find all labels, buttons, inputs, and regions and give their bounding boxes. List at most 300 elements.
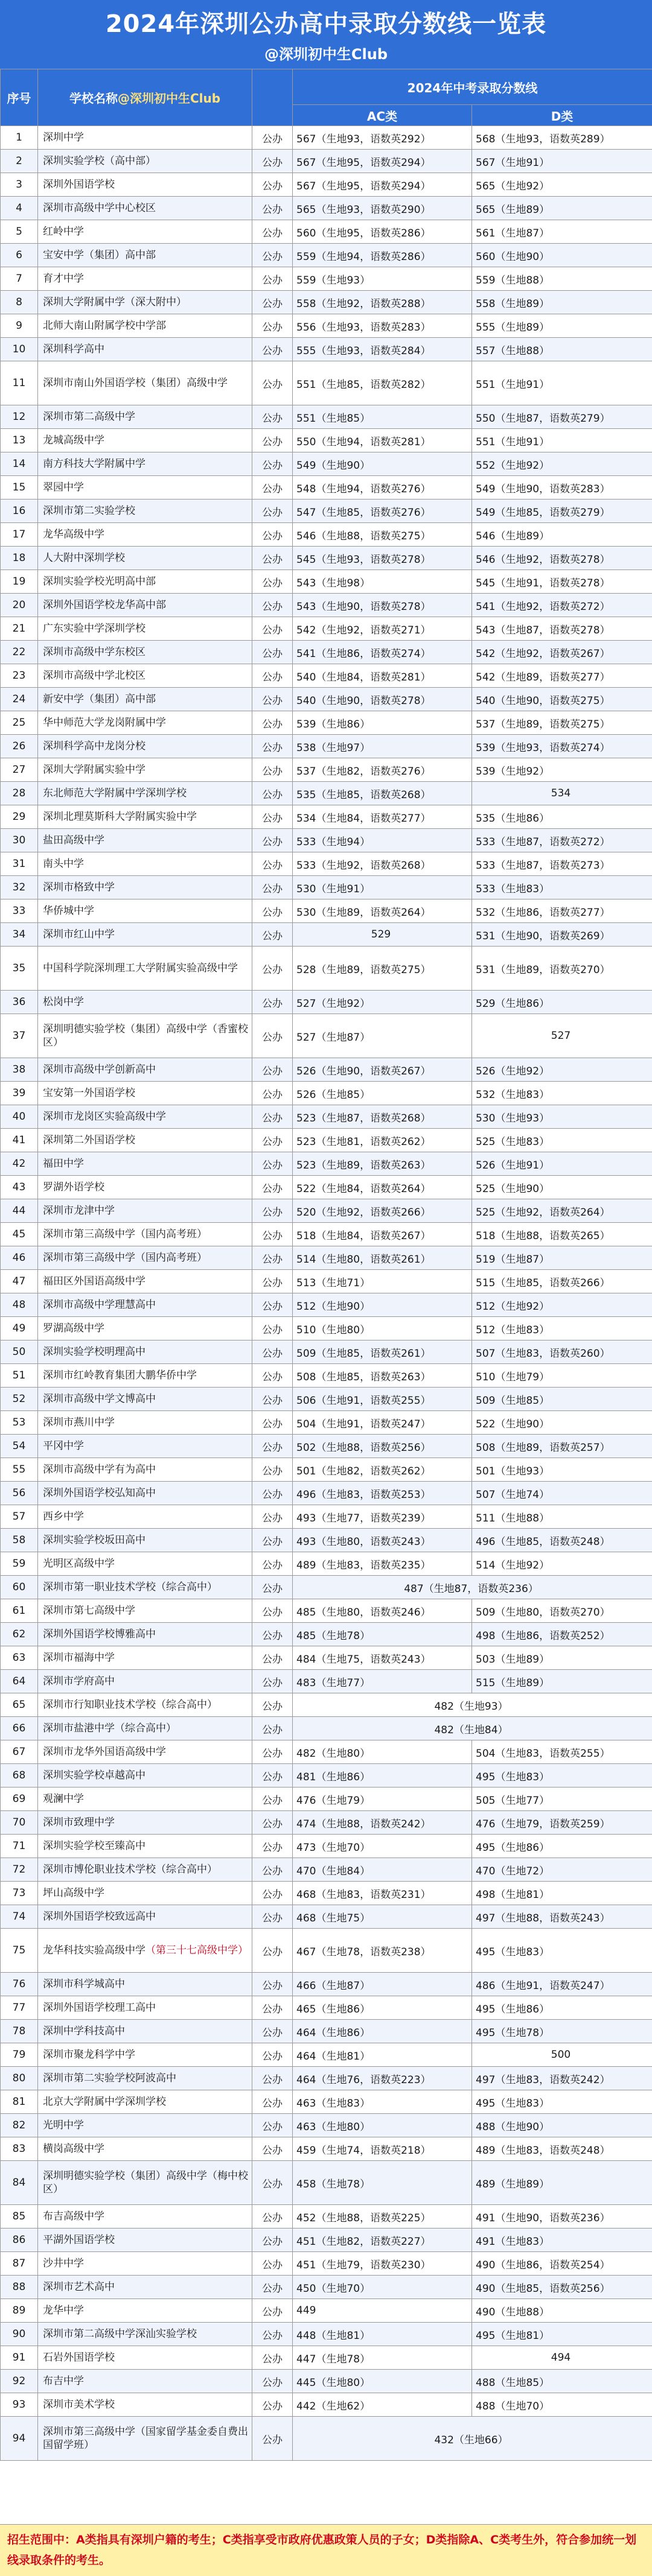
school-type: 公办 xyxy=(252,244,293,267)
score-d: 491（生地90，语数英236） xyxy=(472,2205,652,2229)
school-type: 公办 xyxy=(252,1411,293,1435)
score-ac: 451（生地82，语数英227） xyxy=(293,2229,472,2252)
score-ac: 545（生地93，语数英278） xyxy=(293,547,472,570)
score-ac: 535（生地85，语数英268） xyxy=(293,782,472,805)
score-ac: 485（生地80，语数英246） xyxy=(293,1599,472,1623)
score-ac: 533（生地94） xyxy=(293,829,472,852)
score-d: 496（生地85，语数英248） xyxy=(472,1529,652,1552)
school-name-text: 横岗高级中学 xyxy=(43,2143,104,2155)
school-name xyxy=(38,1717,252,1740)
score-ac: 530（生地91） xyxy=(293,876,472,899)
table-row xyxy=(1,1129,652,1152)
school-name-text: 深圳市高级中学创新高中 xyxy=(43,1064,156,1076)
school-name xyxy=(38,2276,252,2299)
score-d: 512（生地92） xyxy=(472,1293,652,1317)
school-type: 公办 xyxy=(252,1788,293,1811)
school-name-text: 深圳市学府高中 xyxy=(43,1675,115,1687)
score-d: 495（生地83） xyxy=(472,2090,652,2114)
school-name xyxy=(38,852,252,876)
school-type: 公办 xyxy=(252,899,293,923)
school-name-text: 深圳市第一职业技术学校（综合高中） xyxy=(43,1581,217,1593)
score-ac: 450（生地70） xyxy=(293,2276,472,2299)
school-name xyxy=(38,314,252,338)
score-ac: 529 xyxy=(293,923,472,947)
table-row xyxy=(1,1882,652,1905)
school-name xyxy=(38,267,252,291)
school-name xyxy=(38,500,252,523)
table-row xyxy=(1,476,652,500)
score-ac: 466（生地87） xyxy=(293,1973,472,1996)
table-row xyxy=(1,361,652,405)
row-index: 48 xyxy=(1,1293,38,1317)
row-index: 79 xyxy=(1,2043,38,2067)
score-d: 519（生地87） xyxy=(472,1246,652,1270)
table-row xyxy=(1,1458,652,1482)
table-row xyxy=(1,1411,652,1435)
score-ac: 541（生地86，语数英274） xyxy=(293,641,472,664)
school-type: 公办 xyxy=(252,500,293,523)
school-name xyxy=(38,805,252,829)
school-name-text: 石岩外国语学校 xyxy=(43,2352,115,2364)
score-d: 495（生地86） xyxy=(472,1996,652,2020)
school-type: 公办 xyxy=(252,1199,293,1223)
score-d: 539（生地92） xyxy=(472,758,652,782)
score-ac: 540（生地84，语数英281） xyxy=(293,664,472,688)
score-d: 488（生地70） xyxy=(472,2393,652,2417)
score-d: 488（生地85） xyxy=(472,2370,652,2393)
score-d: 522（生地90） xyxy=(472,1411,652,1435)
score-d: 527 xyxy=(472,1014,652,1058)
table-row xyxy=(1,314,652,338)
school-type: 公办 xyxy=(252,1105,293,1129)
score-ac: 447（生地78） xyxy=(293,2346,472,2370)
school-name-text: 深圳外国语学校理工高中 xyxy=(43,2002,156,2014)
score-ac: 539（生地86） xyxy=(293,711,472,735)
school-name xyxy=(38,2205,252,2229)
school-name xyxy=(38,1858,252,1882)
school-name-text: 深圳市第二高级中学深汕实验学校 xyxy=(43,2328,197,2340)
table-row xyxy=(1,2161,652,2205)
score-d: 529（生地86） xyxy=(472,991,652,1014)
score-d: 549（生地90，语数英283） xyxy=(472,476,652,500)
score-d: 525（生地92，语数英264） xyxy=(472,1199,652,1223)
table-row xyxy=(1,2137,652,2161)
school-name-text: 深圳中学 xyxy=(43,132,84,144)
score-ac: 489（生地83，语数英235） xyxy=(293,1552,472,1576)
row-index: 81 xyxy=(1,2090,38,2114)
school-type: 公办 xyxy=(252,1152,293,1176)
school-name-text: 广东实验中学深圳学校 xyxy=(43,623,145,635)
score-d: 531（生地90，语数英269） xyxy=(472,923,652,947)
school-name-text: 北京大学附属中学深圳学校 xyxy=(43,2096,166,2108)
table-row xyxy=(1,594,652,617)
school-type: 公办 xyxy=(252,1176,293,1199)
row-index: 2 xyxy=(1,150,38,173)
school-type: 公办 xyxy=(252,1882,293,1905)
row-index: 86 xyxy=(1,2229,38,2252)
table-row xyxy=(1,2114,652,2137)
table-row xyxy=(1,923,652,947)
school-name-text: 深圳市高级中学中心校区 xyxy=(43,202,156,214)
table-row xyxy=(1,2276,652,2299)
table-row xyxy=(1,1996,652,2020)
score-ac: 448（生地81） xyxy=(293,2323,472,2346)
school-name xyxy=(38,2393,252,2417)
score-d: 491（生地83） xyxy=(472,2229,652,2252)
table-row xyxy=(1,2043,652,2067)
score-d: 537（生地89，语数英275） xyxy=(472,711,652,735)
school-type: 公办 xyxy=(252,758,293,782)
row-index: 22 xyxy=(1,641,38,664)
school-name xyxy=(38,688,252,711)
score-ac: 528（生地89，语数英275） xyxy=(293,947,472,991)
score-ac: 508（生地85，语数英263） xyxy=(293,1364,472,1388)
score-ac: 513（生地71） xyxy=(293,1270,472,1293)
school-type: 公办 xyxy=(252,1129,293,1152)
row-index: 7 xyxy=(1,267,38,291)
row-index: 17 xyxy=(1,523,38,547)
score-ac: 567（生地95，语数英294） xyxy=(293,173,472,197)
school-name xyxy=(38,1882,252,1905)
score-d: 497（生地88，语数英243） xyxy=(472,1905,652,1929)
score-d: 534 xyxy=(472,782,652,805)
row-index: 61 xyxy=(1,1599,38,1623)
row-index: 66 xyxy=(1,1717,38,1740)
school-name xyxy=(38,1199,252,1223)
score-d: 561（生地87） xyxy=(472,220,652,244)
school-type: 公办 xyxy=(252,291,293,314)
row-index: 15 xyxy=(1,476,38,500)
school-name-text: 深圳明德实验学校（集团）高级中学（香蜜校区） xyxy=(43,1023,248,1048)
school-type: 公办 xyxy=(252,1905,293,1929)
score-d: 541（生地92，语数英272） xyxy=(472,594,652,617)
school-type: 公办 xyxy=(252,782,293,805)
table-row xyxy=(1,570,652,594)
score-ac: 530（生地89，语数英264） xyxy=(293,899,472,923)
school-name xyxy=(38,735,252,758)
score-ac: 483（生地77） xyxy=(293,1670,472,1693)
school-name-text: 深圳实验学校卓越高中 xyxy=(43,1769,145,1781)
school-name-text: 深圳市美术学校 xyxy=(43,2399,115,2411)
school-name-text: 华中师范大学龙岗附属中学 xyxy=(43,717,166,729)
school-type: 公办 xyxy=(252,1599,293,1623)
table-row xyxy=(1,947,652,991)
school-name xyxy=(38,664,252,688)
table-row xyxy=(1,2229,652,2252)
score-ac: 534（生地84，语数英277） xyxy=(293,805,472,829)
score-merged: 482（生地84） xyxy=(293,1717,652,1740)
score-ac: 484（生地75，语数英243） xyxy=(293,1646,472,1670)
score-ac: 496（生地83，语数英253） xyxy=(293,1482,472,1505)
school-name-text: 深圳市科学城高中 xyxy=(43,1978,125,1990)
table-row xyxy=(1,338,652,361)
school-name xyxy=(38,2114,252,2137)
school-name-text: 深圳市第三高级中学（国家留学基金委自费出国留学班） xyxy=(43,2426,248,2451)
school-name xyxy=(38,1552,252,1576)
score-ac: 464（生地76，语数英223） xyxy=(293,2067,472,2090)
school-type: 公办 xyxy=(252,805,293,829)
school-name-text: 深圳市致理中学 xyxy=(43,1816,115,1829)
table-row xyxy=(1,1905,652,1929)
school-type: 公办 xyxy=(252,1529,293,1552)
table-row xyxy=(1,244,652,267)
table-row xyxy=(1,1693,652,1717)
score-d: 507（生地74） xyxy=(472,1482,652,1505)
table-row xyxy=(1,2299,652,2323)
row-index: 10 xyxy=(1,338,38,361)
school-name xyxy=(38,244,252,267)
col-index-header: 序号 xyxy=(1,69,38,126)
table-row xyxy=(1,876,652,899)
school-type: 公办 xyxy=(252,1740,293,1764)
school-name-text: 深圳市南山外国语学校（集团）高级中学 xyxy=(43,377,228,389)
school-name xyxy=(38,1388,252,1411)
score-d: 545（生地91，语数英278） xyxy=(472,570,652,594)
school-name xyxy=(38,1246,252,1270)
score-ac: 556（生地93，语数英283） xyxy=(293,314,472,338)
row-index: 29 xyxy=(1,805,38,829)
table-row xyxy=(1,641,652,664)
score-d: 535（生地86） xyxy=(472,805,652,829)
table-row xyxy=(1,1670,652,1693)
table-row xyxy=(1,829,652,852)
col-school-club: @深圳初中生Club xyxy=(117,91,221,106)
school-name-text: 深圳大学附属实验中学 xyxy=(43,764,145,776)
school-type: 公办 xyxy=(252,173,293,197)
score-ac: 463（生地80） xyxy=(293,2114,472,2137)
score-ac: 512（生地90） xyxy=(293,1293,472,1317)
score-table xyxy=(0,69,652,2461)
school-type: 公办 xyxy=(252,197,293,220)
row-index: 34 xyxy=(1,923,38,947)
score-d: 546（生地89） xyxy=(472,523,652,547)
score-d: 560（生地90） xyxy=(472,244,652,267)
school-type: 公办 xyxy=(252,664,293,688)
school-name-text: 红岭中学 xyxy=(43,226,84,238)
score-d: 530（生地93） xyxy=(472,1105,652,1129)
score-d: 555（生地89） xyxy=(472,314,652,338)
school-name-text: 深圳外国语学校龙华高中部 xyxy=(43,599,166,611)
table-row xyxy=(1,2346,652,2370)
table-row xyxy=(1,1270,652,1293)
school-type: 公办 xyxy=(252,361,293,405)
row-index: 30 xyxy=(1,829,38,852)
school-type: 公办 xyxy=(252,2299,293,2323)
school-type: 公办 xyxy=(252,523,293,547)
school-name xyxy=(38,220,252,244)
row-index: 64 xyxy=(1,1670,38,1693)
school-name xyxy=(38,1693,252,1717)
school-type: 公办 xyxy=(252,2276,293,2299)
col-score-group-header: 2024年中考录取分数线 xyxy=(293,69,652,105)
row-index: 39 xyxy=(1,1082,38,1105)
row-index: 9 xyxy=(1,314,38,338)
school-name-text: 龙华科技实验高级中学 xyxy=(43,1944,145,1956)
school-name-text: 深圳市第七高级中学 xyxy=(43,1605,135,1617)
row-index: 4 xyxy=(1,197,38,220)
school-name xyxy=(38,1364,252,1388)
school-name xyxy=(38,1646,252,1670)
score-d: 515（生地89） xyxy=(472,1670,652,1693)
school-name xyxy=(38,1223,252,1246)
table-row xyxy=(1,126,652,150)
school-name xyxy=(38,1270,252,1293)
table-row xyxy=(1,711,652,735)
score-ac: 523（生地81，语数英262） xyxy=(293,1129,472,1152)
school-name xyxy=(38,711,252,735)
row-index: 54 xyxy=(1,1435,38,1458)
school-name-text: 深圳市福海中学 xyxy=(43,1652,115,1664)
school-name xyxy=(38,876,252,899)
row-index: 41 xyxy=(1,1129,38,1152)
row-index: 44 xyxy=(1,1199,38,1223)
score-ac: 482（生地80） xyxy=(293,1740,472,1764)
score-d: 533（生地87，语数英273） xyxy=(472,852,652,876)
score-d: 551（生地91） xyxy=(472,429,652,452)
score-merged: 482（生地93） xyxy=(293,1693,652,1717)
row-index: 49 xyxy=(1,1317,38,1340)
score-ac: 474（生地88，语数英242） xyxy=(293,1811,472,1835)
score-ac: 533（生地92，语数英268） xyxy=(293,852,472,876)
row-index: 77 xyxy=(1,1996,38,2020)
school-name xyxy=(38,1996,252,2020)
table-row xyxy=(1,1082,652,1105)
score-ac: 527（生地87） xyxy=(293,1014,472,1058)
score-ac: 543（生地98） xyxy=(293,570,472,594)
score-d: 509（生地80，语数英270） xyxy=(472,1599,652,1623)
school-type: 公办 xyxy=(252,1246,293,1270)
score-ac: 464（生地81） xyxy=(293,2043,472,2067)
score-ac: 506（生地91，语数英255） xyxy=(293,1388,472,1411)
row-index: 53 xyxy=(1,1411,38,1435)
school-type: 公办 xyxy=(252,688,293,711)
score-d: 565（生地89） xyxy=(472,197,652,220)
school-name-text: 北师大南山附属学校中学部 xyxy=(43,320,166,332)
school-type: 公办 xyxy=(252,641,293,664)
school-name-text: 深圳外国语学校弘知高中 xyxy=(43,1487,156,1499)
score-d: 507（生地83，语数英260） xyxy=(472,1340,652,1364)
school-name xyxy=(38,2137,252,2161)
table-row xyxy=(1,2370,652,2393)
school-type: 公办 xyxy=(252,1646,293,1670)
score-ac: 473（生地70） xyxy=(293,1835,472,1858)
table-row xyxy=(1,1505,652,1529)
school-type: 公办 xyxy=(252,1623,293,1646)
score-d: 497（生地83，语数英242） xyxy=(472,2067,652,2090)
school-name xyxy=(38,2090,252,2114)
row-index: 62 xyxy=(1,1623,38,1646)
school-name xyxy=(38,1482,252,1505)
school-name xyxy=(38,1599,252,1623)
row-index: 92 xyxy=(1,2370,38,2393)
school-name-text: 深圳市高级中学理慧高中 xyxy=(43,1299,156,1311)
school-type: 公办 xyxy=(252,220,293,244)
score-ac: 514（生地80，语数英261） xyxy=(293,1246,472,1270)
score-ac: 520（生地92，语数英266） xyxy=(293,1199,472,1223)
school-type: 公办 xyxy=(252,2346,293,2370)
school-name xyxy=(38,452,252,476)
col-ac-header: AC类 xyxy=(293,105,472,126)
score-ac: 537（生地82，语数英276） xyxy=(293,758,472,782)
row-index: 75 xyxy=(1,1929,38,1973)
score-ac: 526（生地85） xyxy=(293,1082,472,1105)
school-name xyxy=(38,197,252,220)
score-ac: 555（生地93，语数英284） xyxy=(293,338,472,361)
col-school-header xyxy=(38,69,252,126)
score-ac: 465（生地86） xyxy=(293,1996,472,2020)
score-d: 490（生地85，语数英256） xyxy=(472,2276,652,2299)
school-type: 公办 xyxy=(252,1082,293,1105)
table-row xyxy=(1,405,652,429)
school-name xyxy=(38,1529,252,1552)
table-row xyxy=(1,150,652,173)
score-ac: 493（生地77，语数英239） xyxy=(293,1505,472,1529)
school-name-text: 深圳市艺术高中 xyxy=(43,2281,115,2293)
school-type: 公办 xyxy=(252,2090,293,2114)
score-ac: 502（生地88，语数英256） xyxy=(293,1435,472,1458)
school-name-text: 布吉高级中学 xyxy=(43,2210,104,2222)
school-name xyxy=(38,1340,252,1364)
row-index: 69 xyxy=(1,1788,38,1811)
table-row xyxy=(1,1529,652,1552)
school-name-text: 观澜中学 xyxy=(43,1793,84,1805)
table-row xyxy=(1,500,652,523)
table-row xyxy=(1,1552,652,1576)
table-row xyxy=(1,2323,652,2346)
school-name-text: 光明区高级中学 xyxy=(43,1558,115,1570)
school-type: 公办 xyxy=(252,876,293,899)
school-name-text: 福田区外国语高级中学 xyxy=(43,1275,145,1287)
school-type: 公办 xyxy=(252,126,293,150)
score-ac: 538（生地97） xyxy=(293,735,472,758)
school-name-text: 布吉中学 xyxy=(43,2375,84,2387)
row-index: 82 xyxy=(1,2114,38,2137)
row-index: 5 xyxy=(1,220,38,244)
school-type: 公办 xyxy=(252,1973,293,1996)
score-ac: 559（生地94，语数英286） xyxy=(293,244,472,267)
table-row xyxy=(1,1740,652,1764)
score-d: 531（生地89，语数英270） xyxy=(472,947,652,991)
school-name-text: 华侨城中学 xyxy=(43,905,94,917)
score-d: 503（生地89） xyxy=(472,1646,652,1670)
score-ac: 493（生地80，语数英243） xyxy=(293,1529,472,1552)
score-d: 533（生地83） xyxy=(472,876,652,899)
row-index: 37 xyxy=(1,1014,38,1058)
row-index: 33 xyxy=(1,899,38,923)
table-row xyxy=(1,1858,652,1882)
table-row xyxy=(1,1199,652,1223)
school-name xyxy=(38,991,252,1014)
school-type: 公办 xyxy=(252,314,293,338)
score-d: 532（生地83） xyxy=(472,1082,652,1105)
table-row xyxy=(1,617,652,641)
row-index: 52 xyxy=(1,1388,38,1411)
score-ac: 526（生地90，语数英267） xyxy=(293,1058,472,1082)
row-index: 72 xyxy=(1,1858,38,1882)
school-name xyxy=(38,1835,252,1858)
school-name-text: 深圳市高级中学文博高中 xyxy=(43,1393,156,1405)
school-name xyxy=(38,1905,252,1929)
table-row xyxy=(1,1788,652,1811)
school-name xyxy=(38,2417,252,2461)
score-ac: 481（生地86） xyxy=(293,1764,472,1788)
page-subtitle: @深圳初中生Club xyxy=(264,46,388,63)
row-index: 74 xyxy=(1,1905,38,1929)
school-type: 公办 xyxy=(252,1929,293,1973)
table-row xyxy=(1,2067,652,2090)
school-name xyxy=(38,1576,252,1599)
table-row xyxy=(1,452,652,476)
